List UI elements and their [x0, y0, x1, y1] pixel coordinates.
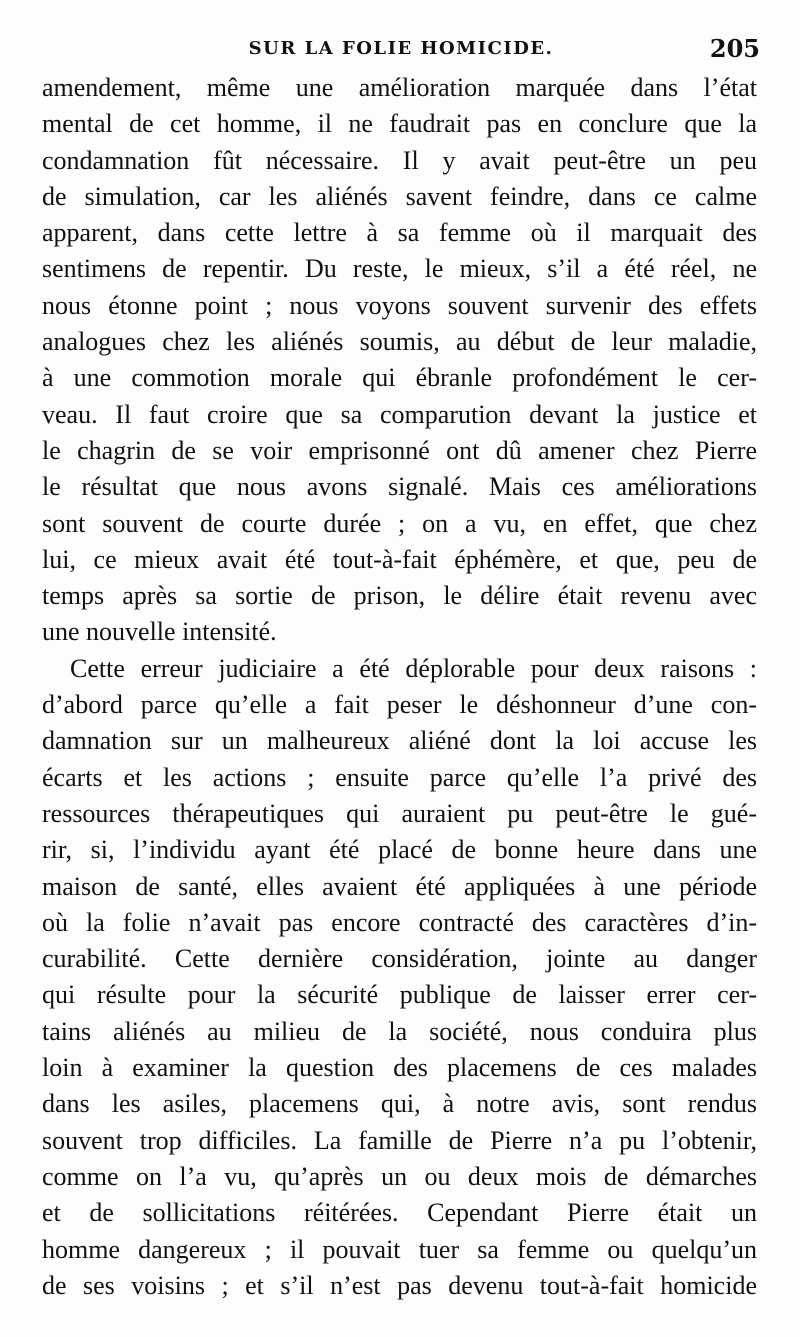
text-line: ressources thérapeutiques qui auraient pu peut-être le gué-: [42, 798, 757, 828]
text-line: analogues chez les aliénés soumis, au début de leur maladie,: [42, 327, 757, 357]
text-line: à une commotion morale qui ébranle profondément le cer-: [42, 363, 757, 393]
text-line: veau. Il faut croire que sa comparution devant la justice et: [42, 399, 757, 429]
text-line: Cette erreur judiciaire a été déplorable pour deux raisons :: [70, 653, 757, 683]
text-line: sentimens de repentir. Du reste, le mieux, s’il a été réel, ne: [42, 254, 757, 284]
page-header: [42, 32, 760, 68]
text-line: d’abord parce qu’elle a fait peser le déshonneur d’une con-: [42, 690, 757, 720]
text-line: le résultat que nous avons signalé. Mais ces améliorations: [42, 472, 757, 502]
text-line: loin à examiner la question des placemens de ces malades: [42, 1053, 757, 1083]
text-line: de ses voisins ; et s’il n’est pas devenu tout-à-fait homicide: [42, 1270, 757, 1300]
text-line: où la folie n’avait pas encore contracté des caractères d’in-: [42, 907, 757, 937]
text-line: mental de cet homme, il ne faudrait pas en conclure que la: [42, 109, 757, 139]
text-line: le chagrin de se voir emprisonné ont dû amener chez Pierre: [42, 435, 757, 465]
text-line: amendement, même une amélioration marquée dans l’état: [42, 73, 757, 102]
text-line: et de sollicitations réitérées. Cependant Pierre était un: [42, 1198, 757, 1228]
text-line: comme on l’a vu, qu’après un ou deux mois de démarches: [42, 1161, 757, 1191]
text-line: condamnation fût nécessaire. Il y avait peut-être un peu: [42, 145, 757, 175]
text-line: sont souvent de courte durée ; on a vu, en effet, que chez: [42, 508, 757, 538]
text-line: nous étonne point ; nous voyons souvent survenir des effets: [42, 290, 757, 320]
page-number: 205: [709, 34, 760, 63]
text-line: souvent trop difficiles. La famille de Pierre n’a pu l’obtenir,: [42, 1125, 757, 1155]
text-line: rir, si, l’individu ayant été placé de bonne heure dans une: [42, 835, 757, 865]
text-line: temps après sa sortie de prison, le délire était revenu avec: [42, 581, 757, 611]
text-line: damnation sur un malheureux aliéné dont la loi accuse les: [42, 726, 757, 756]
text-line: maison de santé, elles avaient été appliquées à une période: [42, 871, 757, 901]
text-line: tains aliénés au milieu de la société, nous conduira plus: [42, 1016, 757, 1046]
text-line: une nouvelle intensité.: [42, 617, 277, 647]
text-line: qui résulte pour la sécurité publique de laisser errer cer-: [42, 980, 757, 1010]
text-line: lui, ce mieux avait été tout-à-fait éphémère, et que, peu de: [42, 544, 757, 574]
text-line: curabilité. Cette dernière considération, jointe au danger: [42, 944, 757, 974]
text-line: écarts et les actions ; ensuite parce qu’elle l’a privé des: [42, 762, 757, 792]
running-title: SUR LA FOLIE HOMICIDE.: [248, 38, 554, 59]
text-line: homme dangereux ; il pouvait tuer sa femme ou quelqu’un: [42, 1234, 757, 1264]
body-text: [42, 70, 757, 1304]
text-line: apparent, dans cette lettre à sa femme où il marquait des: [42, 218, 757, 248]
text-line: de simulation, car les aliénés savent feindre, dans ce calme: [42, 181, 757, 211]
text-line: dans les asiles, placemens qui, à notre avis, sont rendus: [42, 1089, 757, 1119]
